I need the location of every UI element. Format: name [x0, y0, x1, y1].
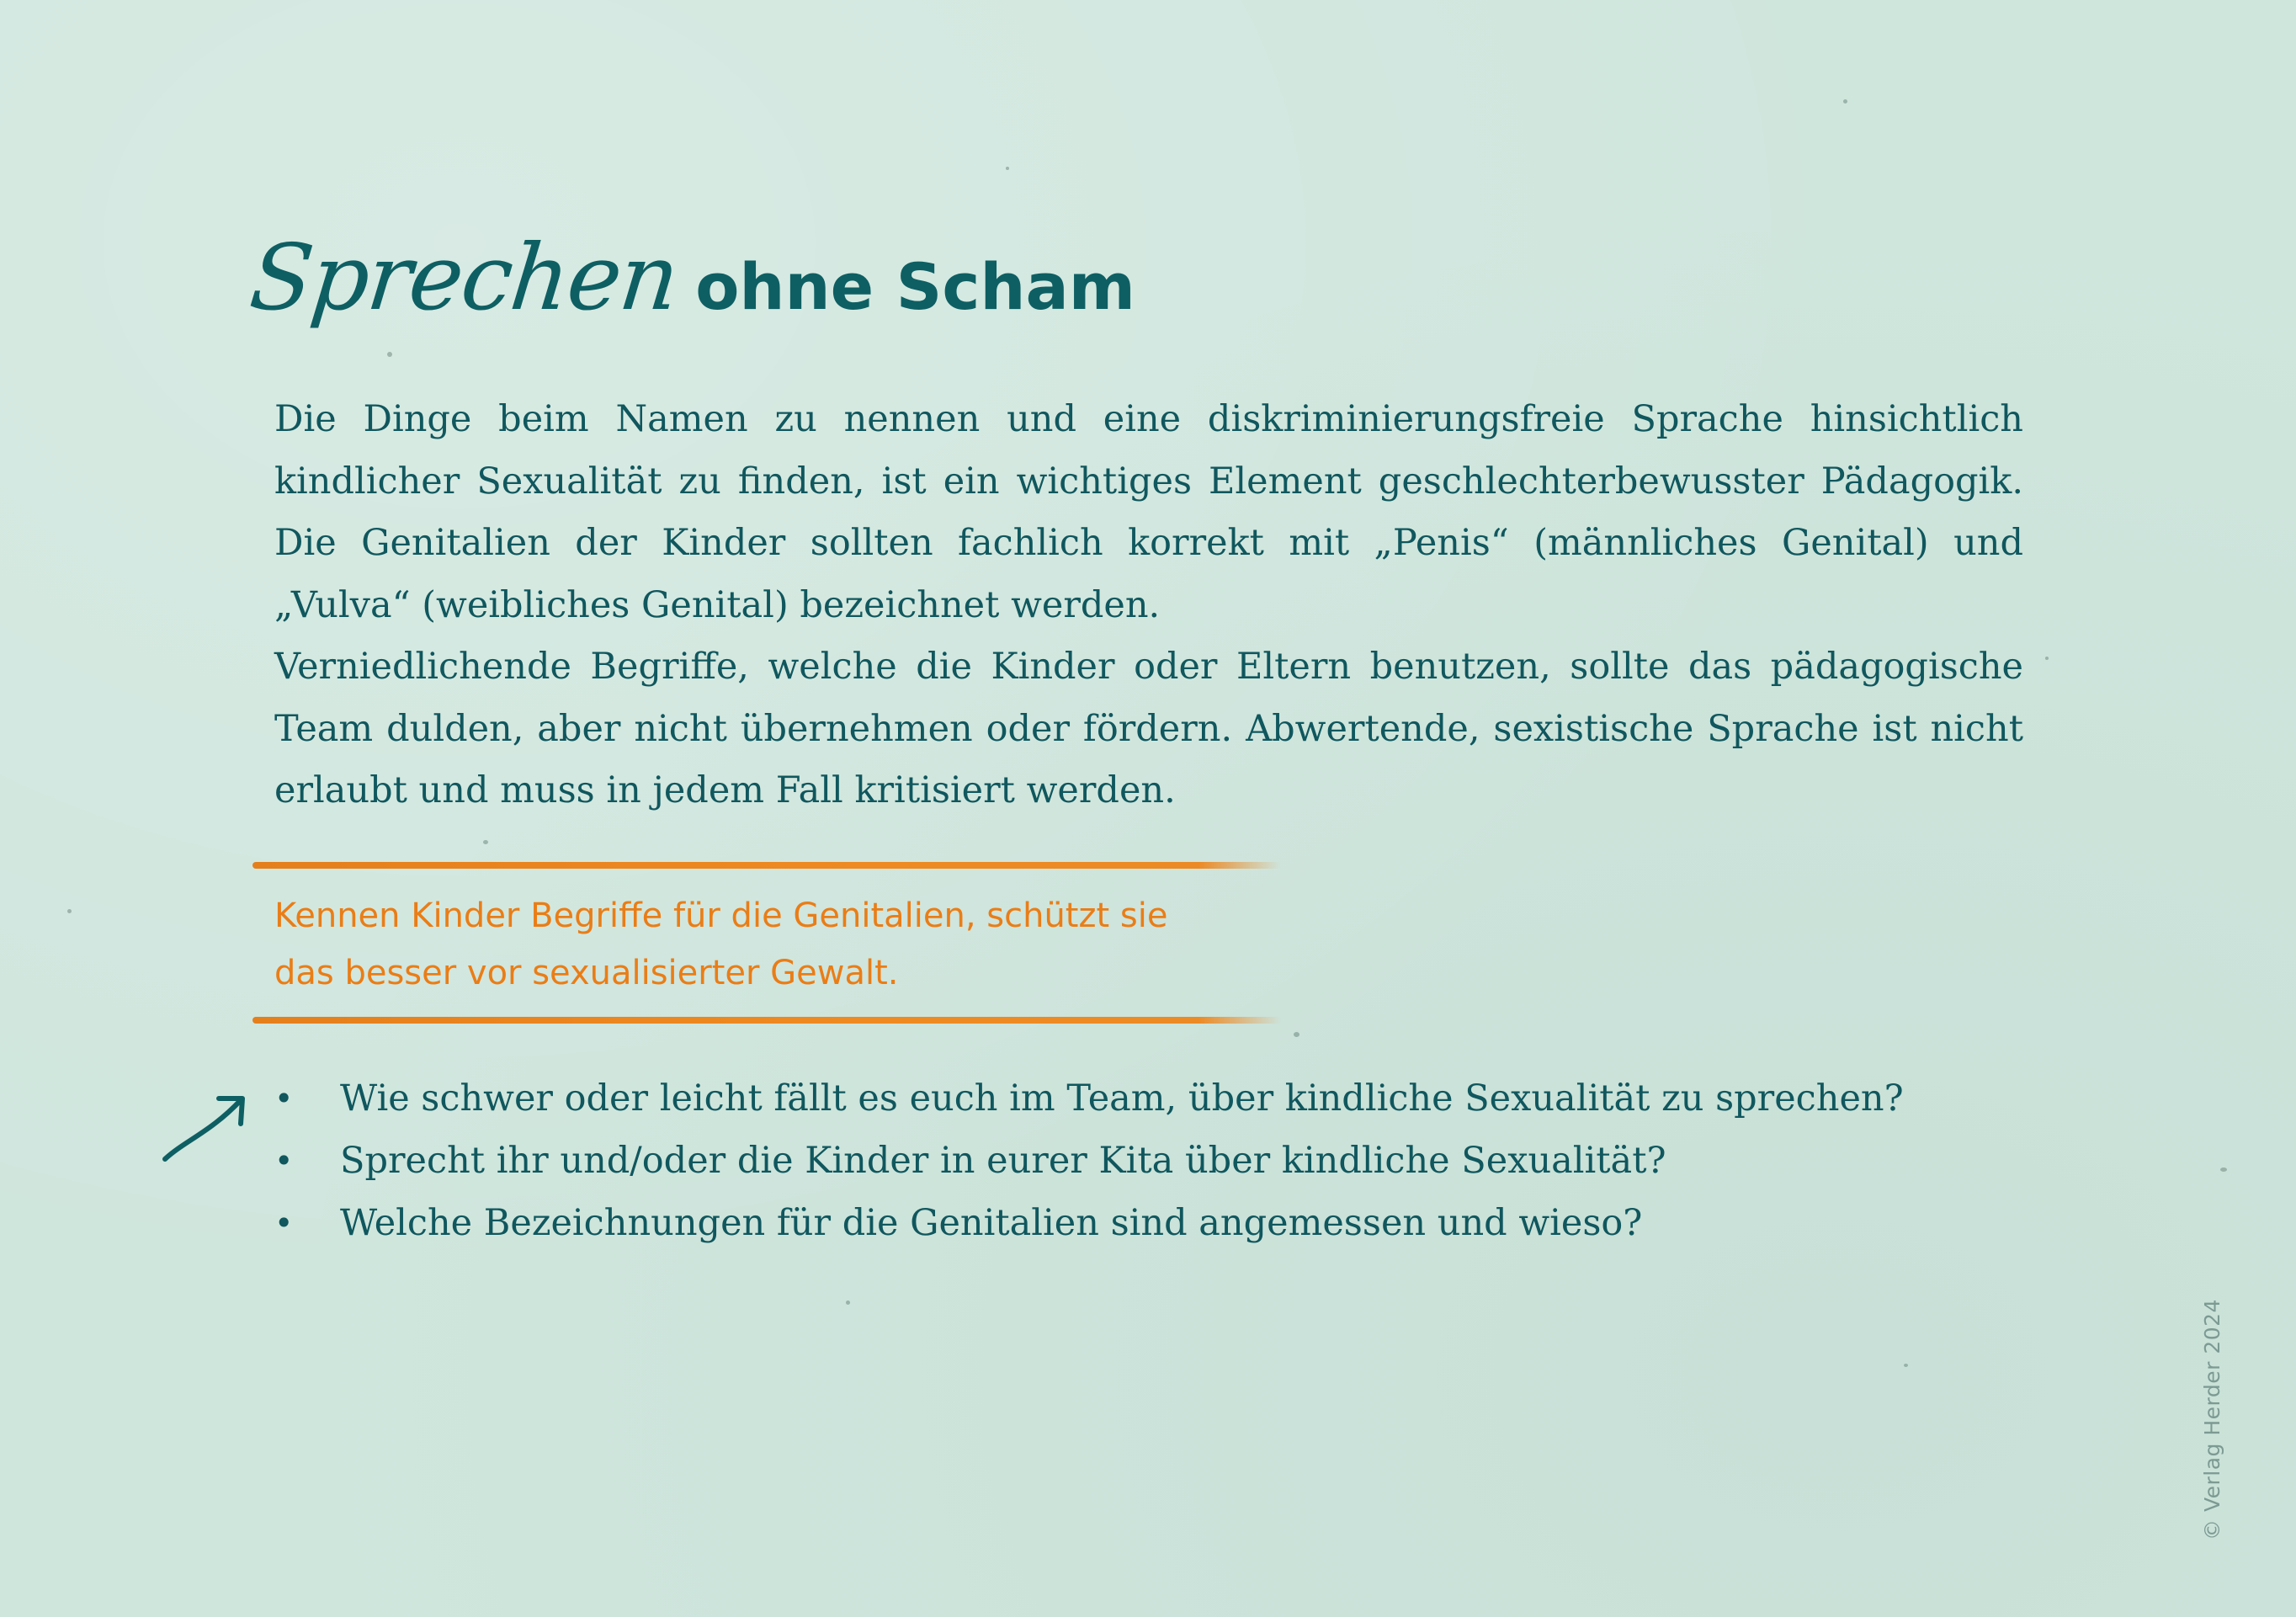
paper-speck: [387, 352, 392, 357]
question-list: [274, 1067, 2042, 1254]
callout-line: das besser vor sexualisierter Gewalt.: [274, 954, 899, 992]
list-item: • Sprecht ihr und/oder die Kinder in eurer Kita über kindliche Sexualität?: [274, 1130, 2042, 1192]
callout-line: Kennen Kinder Begriffe für die Genitalien, schützt sie: [274, 896, 1168, 935]
paper-speck: [2220, 1168, 2227, 1172]
callout-text: [274, 887, 1284, 1002]
body-text: [274, 389, 2023, 822]
paper-speck: [1904, 1364, 1908, 1367]
paper-speck: [1843, 99, 1847, 104]
body-paragraph: Verniedlichende Begriffe, welche die Kinder oder Eltern benutzen, sollte das pädagogische Team dulden, aber nicht übernehmen oder fördern. Abwertende, sexistische Sprache ist nicht erlaubt und muss in jedem Fall kritisiert werden.: [274, 646, 2023, 811]
paper-speck: [846, 1301, 850, 1305]
list-item: • Wie schwer oder leicht fällt es euch im Team, über kindliche Sexualität zu sprechen?: [274, 1067, 2042, 1130]
paper-speck: [1006, 167, 1009, 170]
paper-speck: [1294, 1032, 1299, 1037]
curved-arrow-icon: [160, 1090, 252, 1166]
copyright-notice: © Verlag Herder 2024: [2200, 1299, 2224, 1540]
paper-speck: [2045, 657, 2049, 660]
paper-speck: [67, 909, 72, 913]
callout-bottom-rule: [252, 1017, 1281, 1024]
paper-speck: [483, 840, 488, 844]
title-rest: ohne Scham: [695, 249, 1135, 324]
title-script-word: Sprechen: [245, 226, 683, 331]
callout-top-rule: [252, 862, 1281, 869]
page-title: [245, 226, 1135, 343]
body-paragraph: Die Dinge beim Namen zu nennen und eine diskriminierungsfreie Sprache hinsichtlich kindlicher Sexualität zu finden, ist ein wichtiges Element geschlechterbewusster Pädagogik. Die Genitalien der Kinder sollten fachlich korrekt mit „Penis“ (männliches Genital) und „Vulva“ (weibliches Genital) bezeichnet werden.: [274, 398, 2023, 626]
list-item: • Welche Bezeichnungen für die Genitalien sind angemessen und wieso?: [274, 1192, 2042, 1254]
